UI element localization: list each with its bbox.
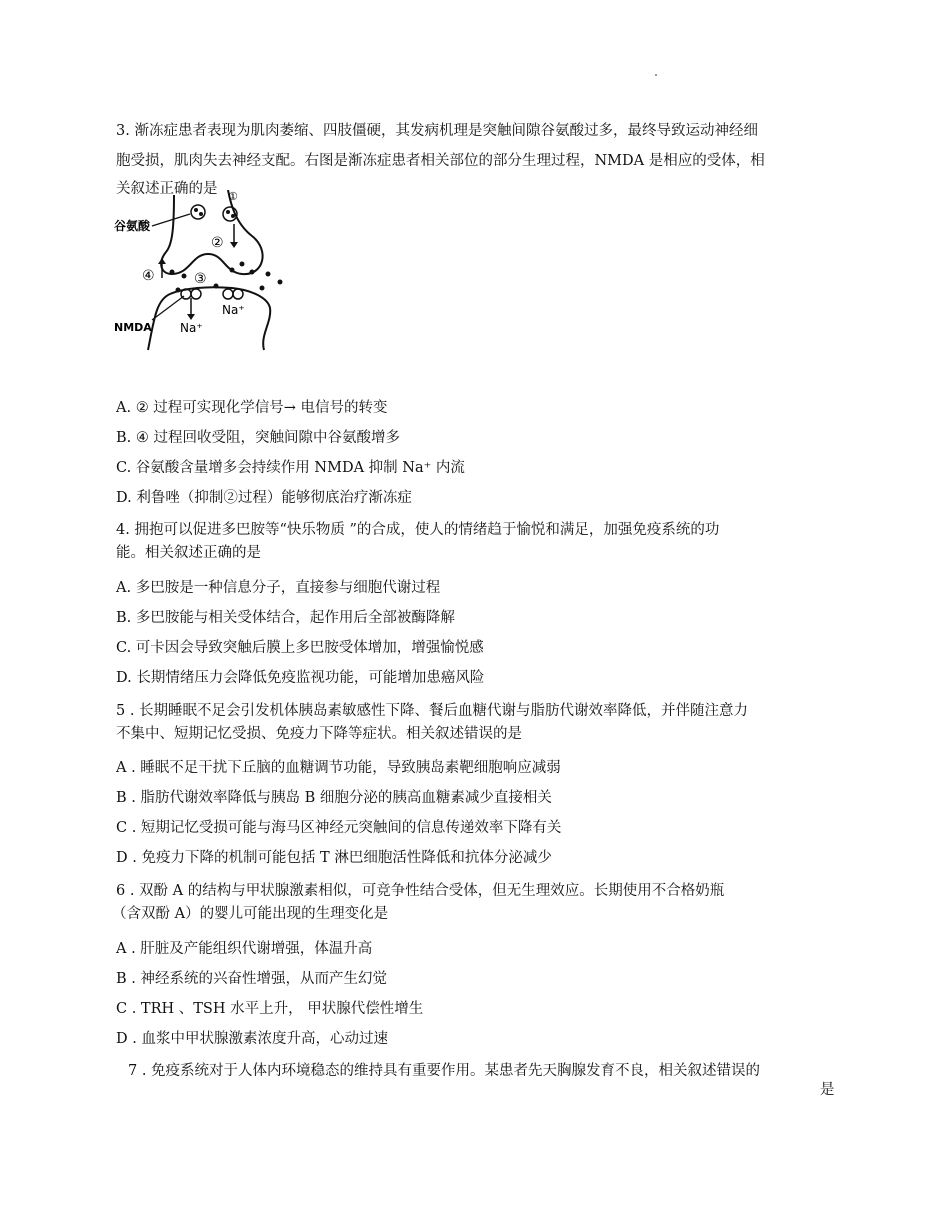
q6-stem-line-1: 6 . 双酚 A 的结构与甲状腺激素相似，可竞争性结合受体，但无生理效应。长期使用不合格奶瓶 <box>116 883 725 899</box>
q5-option-a: A . 睡眠不足干扰下丘脑的血糖调节功能，导致胰岛素靶细胞响应减弱 <box>116 760 561 776</box>
q4-option-b: B. 多巴胺能与相关受体结合，起作用后全部被酶降解 <box>116 610 455 626</box>
label-na-right: Na⁺ <box>222 303 245 317</box>
glutamate-molecule <box>266 272 271 277</box>
q4-stem-line-1: 4. 拥抱可以促进多巴胺等“快乐物质 ”的合成，使人的情绪趋于愉悦和满足，加强免疫系统的功 <box>116 522 720 538</box>
page-mark <box>655 74 657 76</box>
vesicle-dot <box>194 208 198 212</box>
synapse-diagram <box>112 190 292 355</box>
q4-stem-line-2: 能。相关叙述正确的是 <box>116 545 261 561</box>
label-na-left: Na⁺ <box>180 321 203 335</box>
q5-stem-line-2: 不集中、短期记忆受损、免疫力下降等症状。相关叙述错误的是 <box>116 726 522 742</box>
nmda-channel <box>233 289 243 299</box>
marker-4: ④ <box>142 268 155 284</box>
vesicle-dot <box>199 212 203 216</box>
q6-option-c: C . TRH 、TSH 水平上升， 甲状腺代偿性增生 <box>116 1001 424 1017</box>
vesicle-dot <box>231 214 235 218</box>
q3-stem-line-2: 胞受损，肌肉失去神经支配。右图是渐冻症患者相关部位的部分生理过程，NMDA 是相应的受体，相 <box>116 153 765 169</box>
label-nmda: NMDA <box>114 321 152 334</box>
presynaptic-membrane <box>161 190 262 274</box>
q6-stem-line-2: （含双酚 A）的婴儿可能出现的生理变化是 <box>112 906 389 922</box>
label-glutamate: 谷氨酸 <box>114 219 151 233</box>
glutamate-molecule <box>260 286 265 291</box>
marker-3: ③ <box>194 271 207 287</box>
q7-stem-tail: 是 <box>820 1082 835 1098</box>
q3-option-b: B. ④ 过程回收受阻，突触间隙中谷氨酸增多 <box>116 430 400 446</box>
q4-option-c: C. 可卡因会导致突触后膜上多巴胺受体增加，增强愉悦感 <box>116 640 484 656</box>
postsynaptic-membrane <box>148 287 270 350</box>
synapse-diagram-svg <box>112 190 292 355</box>
q5-option-b: B . 脂肪代谢效率降低与胰岛 B 细胞分泌的胰高血糖素减少直接相关 <box>116 790 552 806</box>
q3-option-a: A. ② 过程可实现化学信号→ 电信号的转变 <box>116 400 388 416</box>
glutamate-molecule <box>182 274 187 279</box>
nmda-channel <box>191 289 201 299</box>
glutamate-molecule <box>250 270 255 275</box>
q4-option-d: D. 长期情绪压力会降低免疫监视功能，可能增加患癌风险 <box>116 670 485 686</box>
glutamate-molecule <box>240 262 245 267</box>
na-influx-arrowhead <box>187 314 195 320</box>
glutamate-molecule <box>230 268 235 273</box>
q3-option-d: D. 利鲁唑（抑制②过程）能够彻底治疗渐冻症 <box>116 490 412 506</box>
glutamate-molecule <box>214 284 219 289</box>
glutamate-molecule <box>278 280 283 285</box>
q7-stem-line-1: 7 . 免疫系统对于人体内环境稳态的维持具有重要作用。某患者先天胸腺发育不良，相关叙述错误的 <box>128 1063 761 1079</box>
q3-stem-line-1: 3. 渐冻症患者表现为肌肉萎缩、四肢僵硬，其发病机理是突触间隙谷氨酸过多，最终导致运动神经细 <box>116 123 758 139</box>
marker-2: ② <box>211 235 224 251</box>
q6-option-b: B . 神经系统的兴奋性增强，从而产生幻觉 <box>116 971 387 987</box>
reuptake-arrowhead <box>158 258 166 264</box>
q6-option-d: D . 血浆中甲状腺激素浓度升高，心动过速 <box>116 1031 388 1047</box>
glutamate-pointer <box>152 214 190 226</box>
q3-stem-line-3: 关叙述正确的是 <box>116 181 218 197</box>
glutamate-molecule <box>176 288 181 293</box>
q3-option-c: C. 谷氨酸含量增多会持续作用 NMDA 抑制 Na⁺ 内流 <box>116 460 465 476</box>
nmda-channel <box>223 289 233 299</box>
marker-1: ① <box>228 190 238 203</box>
glutamate-molecule <box>170 270 175 275</box>
q4-option-a: A. 多巴胺是一种信息分子，直接参与细胞代谢过程 <box>116 580 441 596</box>
vesicle-dot <box>226 210 230 214</box>
q6-option-a: A . 肝脏及产能组织代谢增强，体温升高 <box>116 941 373 957</box>
release-arrowhead <box>230 242 238 248</box>
q5-option-c: C . 短期记忆受损可能与海马区神经元突触间的信息传递效率下降有关 <box>116 820 562 836</box>
vesicle <box>191 205 205 219</box>
q5-option-d: D . 免疫力下降的机制可能包括 T 淋巴细胞活性降低和抗体分泌减少 <box>116 850 552 866</box>
q5-stem-line-1: 5 . 长期睡眠不足会引发机体胰岛素敏感性下降、餐后血糖代谢与脂肪代谢效率降低，并伴随注意力 <box>116 703 749 719</box>
